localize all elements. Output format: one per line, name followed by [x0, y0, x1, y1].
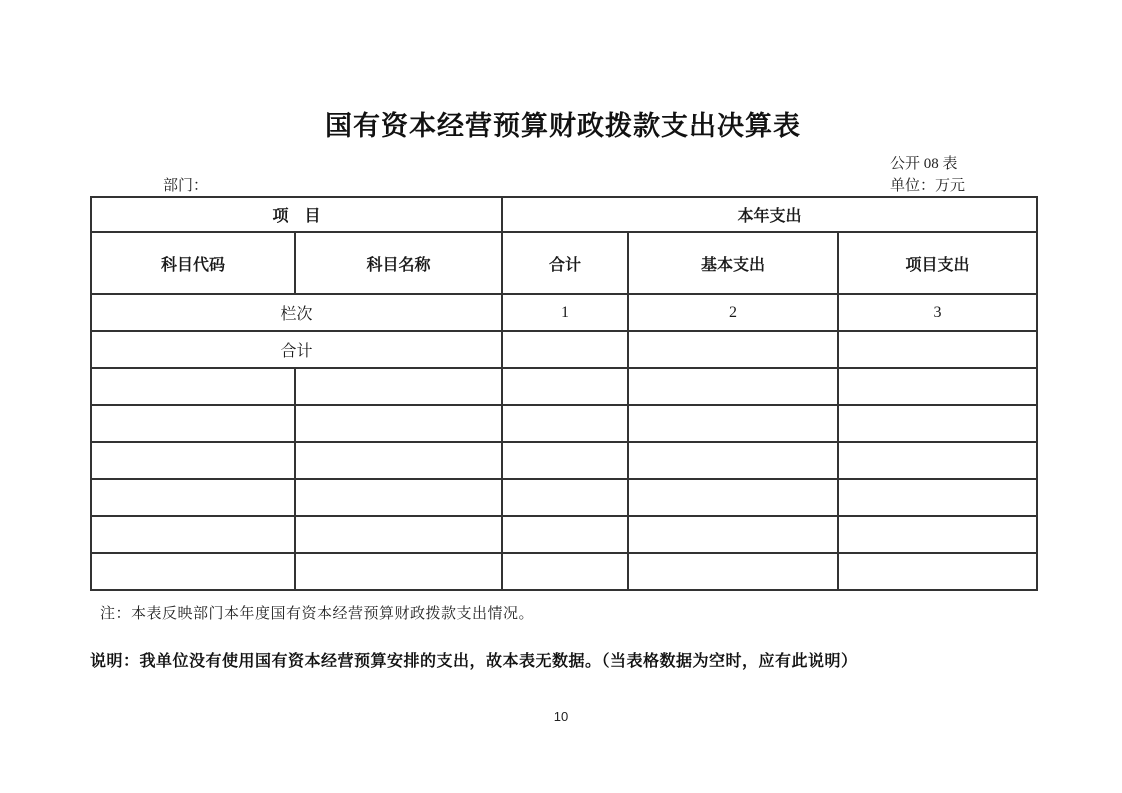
department-label: 部门： [163, 178, 209, 194]
empty-table-cell [295, 442, 502, 479]
empty-table-row [91, 479, 1037, 516]
empty-table-row [91, 442, 1037, 479]
column-header-project-expenditure: 项目支出 [838, 232, 1037, 294]
empty-table-cell [91, 479, 295, 516]
empty-table-cell [91, 553, 295, 590]
empty-table-cell [91, 516, 295, 553]
total-row-label: 合计 [91, 331, 502, 368]
column-header-total: 合计 [502, 232, 628, 294]
column-index-row [91, 294, 1037, 331]
empty-table-cell [628, 516, 838, 553]
empty-table-cell [502, 405, 628, 442]
empty-table-cell [502, 442, 628, 479]
page-number: 10 [553, 709, 569, 724]
empty-table-row [91, 553, 1037, 590]
empty-table-cell [628, 368, 838, 405]
empty-table-cell [838, 442, 1037, 479]
total-row-value-3 [838, 331, 1037, 368]
empty-table-cell [295, 368, 502, 405]
column-index-3: 3 [838, 294, 1037, 331]
empty-table-cell [628, 442, 838, 479]
empty-table-cell [628, 553, 838, 590]
column-header-subject-code: 科目代码 [91, 232, 295, 294]
column-index-1: 1 [502, 294, 628, 331]
empty-table-cell [295, 405, 502, 442]
column-header-subject-name: 科目名称 [295, 232, 502, 294]
group-header-current-year: 本年支出 [502, 197, 1037, 232]
empty-table-cell [91, 442, 295, 479]
empty-table-cell [91, 368, 295, 405]
page-title: 国有资本经营预算财政拨款支出决算表 [325, 111, 801, 141]
empty-table-cell [838, 405, 1037, 442]
empty-table-cell [838, 553, 1037, 590]
empty-table-cell [628, 479, 838, 516]
column-index-2: 2 [628, 294, 838, 331]
empty-table-cell [838, 516, 1037, 553]
statement-note: 说明：我单位没有使用国有资本经营预算安排的支出，故本表无数据。（当表格数据为空时，应有此说明） [90, 653, 858, 670]
empty-table-row [91, 516, 1037, 553]
column-header-basic-expenditure: 基本支出 [628, 232, 838, 294]
total-row [91, 331, 1037, 368]
empty-table-cell [502, 553, 628, 590]
unit-label: 单位：万元 [890, 178, 966, 194]
budget-table [90, 196, 1038, 591]
table-code-label: 公开 08 表 [890, 156, 958, 172]
empty-rows-body [91, 368, 1037, 590]
empty-table-cell [91, 405, 295, 442]
empty-table-cell [295, 516, 502, 553]
table-column-header-row [91, 232, 1037, 294]
table-group-header-row [91, 197, 1037, 232]
empty-table-row [91, 405, 1037, 442]
empty-table-cell [295, 479, 502, 516]
empty-table-cell [628, 405, 838, 442]
empty-table-cell [838, 368, 1037, 405]
table-note: 注：本表反映部门本年度国有资本经营预算财政拨款支出情况。 [100, 606, 535, 622]
group-header-project: 项 目 [91, 197, 502, 232]
empty-table-cell [838, 479, 1037, 516]
total-row-value-2 [628, 331, 838, 368]
total-row-value-1 [502, 331, 628, 368]
empty-table-cell [502, 479, 628, 516]
column-index-label: 栏次 [91, 294, 502, 331]
empty-table-row [91, 368, 1037, 405]
empty-table-cell [502, 368, 628, 405]
empty-table-cell [295, 553, 502, 590]
empty-table-cell [502, 516, 628, 553]
